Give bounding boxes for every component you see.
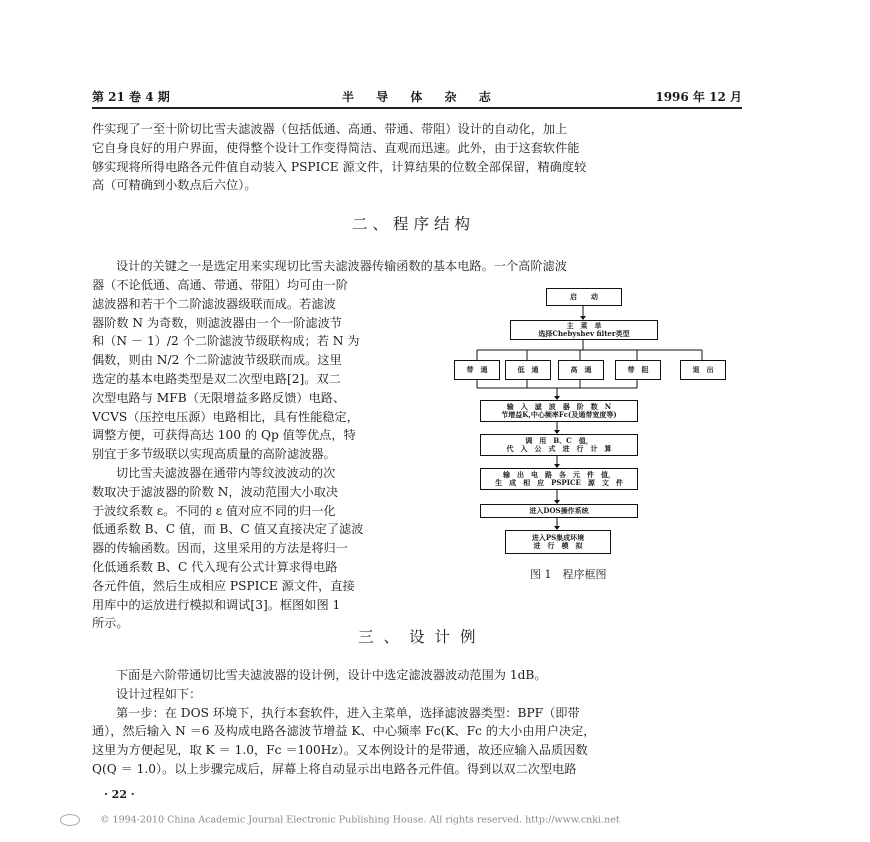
flow-menu-box bbox=[510, 320, 658, 340]
text-line: 切比雪夫滤波器在通带内等纹波波动的次 bbox=[116, 465, 336, 480]
text-line: 下面是六阶带通切比雪夫滤波器的设计例，设计中选定滤波器波动范围为 1dB。 bbox=[116, 668, 547, 682]
text-line: 它自身良好的用户界面，使得整个设计工作变得简洁、直观而迅速。此外，由于这套软件能 bbox=[92, 140, 580, 155]
flow-calc-sublabel: 代 入 公 式 进 行 计 算 bbox=[506, 444, 612, 453]
flow-pspice-sublabel: 进 行 模 拟 bbox=[533, 541, 583, 550]
flow-calc-label: 调 用 B、C 值， bbox=[525, 436, 593, 445]
text-line: 用库中的运放进行模拟和调试[3]。框图如图 1 bbox=[92, 597, 341, 612]
flow-output-sublabel: 生 成 相 应 PSPICE 源 文 件 bbox=[495, 478, 623, 487]
header-rule bbox=[92, 107, 742, 109]
copyright-footer bbox=[60, 814, 620, 826]
flow-pspice-box bbox=[505, 530, 611, 554]
flow-type-box bbox=[454, 360, 500, 380]
text-line: 设计过程如下： bbox=[116, 686, 202, 701]
text-line: 各元件值，然后生成相应 PSPICE 源文件，直接 bbox=[92, 578, 355, 593]
flow-start-label: 启 动 bbox=[570, 292, 598, 301]
section-3-body bbox=[92, 666, 742, 779]
flowchart-figure bbox=[450, 286, 730, 576]
text-line: Q(Q ＝ 1.0）。以上步骤完成后，屏幕上将自动显示出电路各元件值。得到以双二次型电路 bbox=[92, 761, 577, 776]
text-line: 器阶数 N 为奇数，则滤波器由一个一阶滤波节 bbox=[92, 315, 342, 330]
text-line: 器（不论低通、高通、带通、带阻）均可由一阶 bbox=[92, 278, 348, 292]
text-line: 数取决于滤波器的阶数 N，波动范围大小取决 bbox=[92, 484, 339, 499]
flow-output-label: 输 出 电 路 各 元 件 值， bbox=[503, 470, 615, 479]
flow-exit-label: 退 出 bbox=[692, 365, 714, 374]
flow-dos-box bbox=[480, 504, 638, 518]
flow-type-box bbox=[615, 360, 661, 380]
header-date: 1996 年 12 月 bbox=[655, 90, 742, 104]
section-3-title: 三、设计例 bbox=[358, 628, 486, 646]
text-line: 调整方便，可获得高达 100 的 Qp 值等优点，特 bbox=[92, 428, 356, 443]
text-line: 器的传输函数。因而，这里采用的方法是将归一 bbox=[92, 541, 348, 556]
text-line: 和（N － 1）/2 个二阶滤波节级联构成；若 N 为 bbox=[92, 334, 360, 349]
publisher-logo-icon bbox=[60, 814, 80, 826]
flow-type-label: 高 通 bbox=[570, 365, 592, 374]
flow-type-label: 带 阻 bbox=[627, 365, 649, 374]
text-line: 高（可精确到小数点后六位）。 bbox=[92, 178, 257, 193]
intro-paragraph bbox=[92, 120, 742, 195]
text-line: 件实现了一至十阶切比雪夫滤波器（包括低通、高通、带通、带阻）设计的自动化，加上 bbox=[92, 122, 568, 136]
text-line: 通），然后输入 N ＝6 及构成电路各滤波节增益 K、中心频率 Fc(K、Fc 的大小由用户决定， bbox=[92, 724, 596, 739]
footer-text: © 1994-2010 China Academic Journal Electronic Publishing House. All rights reserved. http://www.cnki.net bbox=[100, 814, 620, 826]
flow-calc-box bbox=[480, 434, 638, 456]
section-2-first-line bbox=[92, 257, 742, 276]
text-line: 低通系数 B、C 值，而 B、C 值又直接决定了滤波 bbox=[92, 522, 364, 537]
flow-input-sublabel: 节增益K,中心频率Fc(及通带宽度等) bbox=[501, 410, 617, 419]
page-number: · 22 · bbox=[104, 788, 135, 801]
running-header bbox=[92, 88, 742, 106]
text-line: 于波纹系数 ε。不同的 ε 值对应不同的归一化 bbox=[92, 503, 336, 518]
figure-caption: 图 1 程序框图 bbox=[530, 568, 607, 581]
text-line: 化低通系数 B、C 代入现有公式计算求得电路 bbox=[92, 559, 338, 574]
text-line: 设计的关键之一是选定用来实现切比雪夫滤波器传输函数的基本电路。一个高阶滤波 bbox=[116, 259, 567, 273]
text-line: 第一步：在 DOS 环境下，执行本套软件，进入主菜单，选择滤波器类型：BPF（即带 bbox=[116, 705, 580, 720]
section-2-column bbox=[92, 276, 442, 633]
flow-pspice-label: 进入PS集成环境 bbox=[531, 533, 585, 542]
text-line: 别宜于多节级联以实现高质量的高阶滤波器。 bbox=[92, 447, 336, 462]
flow-dos-label: 进入DOS操作系统 bbox=[529, 506, 589, 515]
flow-menu-label: 主 菜 单 bbox=[566, 321, 602, 330]
flow-start-box bbox=[546, 288, 622, 306]
flow-output-box bbox=[480, 468, 638, 490]
text-line: 滤波器和若干个二阶滤波器级联而成。若滤波 bbox=[92, 296, 336, 311]
text-line: 偶数，则由 N/2 个二阶滤波节级联而成。这里 bbox=[92, 353, 342, 368]
header-journal: 半 导 体 杂 志 bbox=[342, 90, 500, 104]
flow-type-label: 低 通 bbox=[517, 365, 539, 374]
text-line: 选定的基本电路类型是双二次型电路[2]。双二 bbox=[92, 371, 341, 386]
flow-menu-sublabel: 选择Chebyshev filter类型 bbox=[538, 329, 630, 338]
text-line: 够实现将所得电路各元件值自动装入 PSPICE 源文件，计算结果的位数全部保留，精确度较 bbox=[92, 159, 587, 174]
flow-input-label: 输 入 滤 波 器 阶 数 N bbox=[506, 402, 612, 411]
text-line: 次型电路与 MFB（无限增益多路反馈）电路、 bbox=[92, 390, 346, 405]
flow-type-label: 带 通 bbox=[466, 365, 488, 374]
text-line: 这里为方便起见，取 K ＝ 1.0，Fc ＝100Hz）。又本例设计的是带通，故还应输入品质因数 bbox=[92, 743, 588, 758]
flow-input-box bbox=[480, 400, 638, 422]
flow-type-box bbox=[558, 360, 604, 380]
flow-type-box bbox=[505, 360, 551, 380]
header-volume: 第 21 卷 4 期 bbox=[92, 90, 170, 104]
flow-exit-box bbox=[680, 360, 726, 380]
text-line: VCVS（压控电压源）电路相比，具有性能稳定， bbox=[92, 409, 359, 424]
section-2-title: 二、程序结构 bbox=[352, 215, 476, 233]
text-line: 所示。 bbox=[92, 616, 129, 631]
